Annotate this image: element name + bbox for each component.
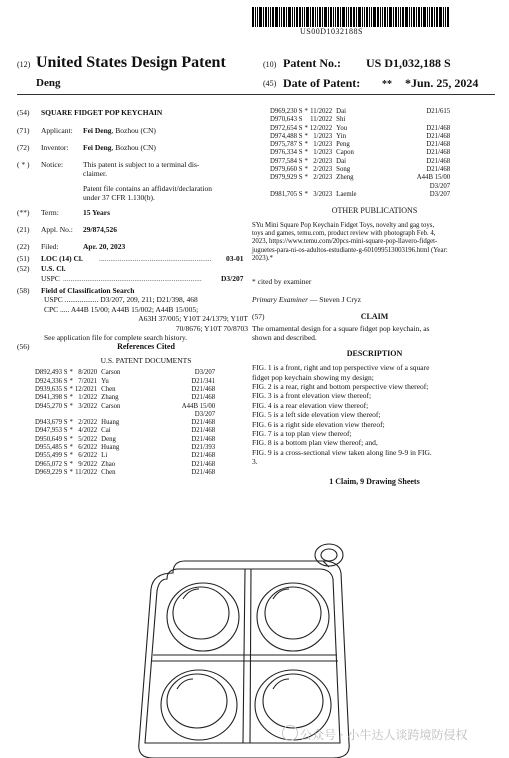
- ref-date: 12/2022: [309, 124, 333, 132]
- field-line-4: 70/8676; Y10T 70/8703: [175, 323, 248, 333]
- field-line-5: See application file for complete search history.: [44, 333, 188, 343]
- notice-line-3: Patent file contains an affidavit/declaration: [83, 183, 212, 193]
- references-title: References Cited: [117, 342, 175, 351]
- field-line-3: A63H 37/005; Y10T 24/1379; Y10T: [138, 314, 248, 324]
- ref-date: 2/2023: [313, 157, 333, 165]
- ref-number: D943,679 S: [35, 419, 68, 427]
- ref-date: 1/2023: [313, 132, 333, 140]
- inventor-surname: Deng: [36, 77, 61, 89]
- ref-date: 6/2022: [78, 444, 98, 452]
- ref-class: D21/468: [191, 435, 216, 443]
- code-54: (54): [17, 108, 30, 117]
- claim-line-2: shown and described.: [252, 333, 317, 343]
- ref-class: D21/468: [191, 386, 216, 393]
- ref-class: D21/468: [191, 427, 216, 435]
- ref-star: *: [304, 157, 308, 165]
- ref-date: 2/2022: [78, 419, 98, 427]
- ref-number: D981,705 S: [270, 190, 303, 198]
- applicant-label: Applicant:: [41, 126, 73, 135]
- ref-inventor: Chen: [101, 468, 116, 476]
- ref-inventor: Li: [101, 452, 108, 460]
- ref-number: D955,499 S: [35, 452, 68, 460]
- ref-class: D21/468: [426, 141, 451, 149]
- other-publication-line: SYu Mini Square Pop Keychain Fidget Toys, novelty and gag toys,: [252, 221, 435, 229]
- uspc-value: D3/207: [221, 274, 244, 283]
- ref-star: *: [69, 369, 73, 377]
- ref-class: D3/207: [429, 182, 451, 190]
- ref-date: 5/2022: [78, 435, 98, 443]
- ref-inventor: Yu: [101, 377, 109, 385]
- ref-class: D21/468: [426, 124, 451, 132]
- ref-date: [310, 183, 336, 191]
- header-rule: [17, 94, 495, 95]
- ref-number: D975,787 S: [270, 141, 303, 149]
- figure-description-line: FIG. 2 is a rear, right and bottom perspective view thereof;: [252, 382, 429, 391]
- ref-star: *: [69, 394, 73, 402]
- other-publications: [252, 222, 497, 263]
- barcode-number: US00D1032188S: [300, 27, 363, 36]
- references-table-right: [270, 108, 452, 199]
- ref-class: D3/207: [194, 410, 216, 418]
- code-71: (71): [17, 126, 30, 135]
- ref-inventor: Zheng: [336, 174, 354, 182]
- bubble-top-right: [257, 583, 329, 651]
- reference-row: [35, 419, 217, 427]
- field-line-2: CPC ..... A44B 15/00; A44B 15/002; A44B 15/005;: [44, 304, 199, 314]
- figure-description-line: FIG. 3 is a front elevation view thereof;: [252, 391, 372, 401]
- code-57: (57): [252, 311, 265, 321]
- appl-label: Appl. No.:: [41, 225, 73, 234]
- code-51: (51): [17, 254, 30, 263]
- code-58: (58): [17, 286, 30, 295]
- notice-line-1: This patent is subject to a terminal dis-: [83, 160, 200, 169]
- reference-row: [35, 427, 217, 435]
- code-12: (12): [17, 60, 31, 69]
- other-publication-line: 2023).*: [252, 254, 273, 262]
- reference-row: [270, 191, 452, 199]
- reference-row: [270, 133, 452, 141]
- ref-star: *: [304, 174, 308, 182]
- inventor-name: Fei Deng: [83, 143, 112, 152]
- ref-inventor: [101, 411, 173, 419]
- ref-date: 1/2022: [78, 394, 98, 402]
- notice-line-2: claimer.: [83, 169, 107, 179]
- term-value: 15 Years: [83, 208, 111, 217]
- ref-class: [408, 116, 452, 124]
- field-search-label: Field of Classification Search: [41, 286, 135, 295]
- right-column: [252, 108, 497, 486]
- filed-date: Apr. 20, 2023: [83, 242, 126, 251]
- ref-number: [270, 183, 304, 191]
- ref-inventor: Shi: [336, 116, 346, 124]
- ref-date: 3/2022: [78, 402, 98, 410]
- reference-row: [35, 386, 217, 394]
- other-publication-line: toys and games, temu.com, product review with photograph Feb. 4,: [252, 229, 436, 237]
- code-72: (72): [17, 143, 30, 152]
- ref-star: *: [69, 427, 73, 435]
- ref-date: [75, 411, 101, 419]
- term-label: Term:: [41, 208, 59, 217]
- ref-date: 7/2021: [78, 377, 98, 385]
- ref-number: D947,953 S: [35, 427, 68, 435]
- ref-date: 1/2023: [313, 149, 333, 157]
- code-21: (21): [17, 225, 30, 234]
- code-notice: ( * ): [17, 160, 30, 169]
- ref-number: D924,336 S: [35, 377, 68, 385]
- ref-date: 2/2023: [313, 174, 333, 182]
- patent-no-label: Patent No.:: [283, 56, 341, 70]
- ref-number: D950,649 S: [35, 435, 68, 443]
- ref-number: D976,334 S: [270, 149, 303, 157]
- ref-inventor: Huang: [101, 419, 120, 427]
- uspc-label: USPC: [41, 274, 60, 283]
- reference-row: [270, 141, 452, 149]
- ref-number: D941,398 S: [35, 394, 68, 402]
- left-column: (54) SQUARE FIDGET POP KEYCHAIN (71) Applicant: Fei Deng, Bozhou (CN) (72) Inventor: Fei Deng, Bozhou (CN) ( * ) Notice: This patent is subject to a terminal dis- claimer. Patent file contains an affidavit/declaration under 37 CFR 1.130(b). (**) Term: 15 Years (21) Appl. No.: 29/874,526 (22) Filed: Apr. 20, 2023 (51) LOC (14) Cl. ............................................................ 03-01 (52) U.S. Cl. USPC .......................................................................... D3/207 (58) Field of Classification Search USPC .................. D3/207, 209, 211; D21/398, 468 CPC ..... A44B 15/00; A44B 15/002; A44B 15/005; A63H 37/005; Y10T 24/1379; Y10T 70/8676; Y10T 70/8703 See application file for complete search history. (56) References Cited U.S. PATENT DOCUMENTS D892,493 S * 8/2020 Carson D3/207 D924,336 S * 7/2021 Yu D21/341 D939,635 S * 12/2021 Chen D21/468 D941,398 S * 1/2022 Zhang D21/468 D945,270 S * 3/2022 Carson A44B 15/00 D3/207 D943,679 S * 2/2022 Huang D21/468 D947,953 S * 4/2022 Cai D21/468 D950,649 S * 5/2022 Deng D21/468 D955,485 S * 6/2022 Huang D21/393 D955,499 S * 6/2022 Li D21/468 D965,072 S * 9/2022 Zhao D21/468 D969,229 S * 11/2022 Chen D21/468: [17, 108, 249, 477]
- ref-date: 9/2022: [78, 460, 98, 468]
- ref-class: D21/468: [426, 166, 451, 174]
- bubble-bottom-left: [161, 670, 237, 740]
- ref-star: *: [69, 419, 73, 427]
- ref-class: D21/468: [426, 157, 451, 165]
- ref-class: D3/207: [194, 369, 216, 377]
- ref-star: *: [69, 435, 73, 443]
- reference-row: [270, 108, 452, 116]
- code-52: (52): [17, 264, 30, 273]
- ref-star: *: [69, 377, 73, 385]
- ref-class: D21/341: [191, 377, 216, 385]
- ref-inventor: You: [336, 124, 348, 132]
- ref-star: *: [304, 141, 308, 149]
- keyring-inner: [321, 549, 337, 561]
- examiner-label: Primary Examiner: [252, 294, 309, 304]
- patent-number: US D1,032,188 S: [366, 56, 451, 70]
- ref-inventor: Dai: [336, 157, 346, 165]
- ref-class: A44B 15/00: [416, 174, 451, 182]
- ref-inventor: Laemle: [336, 190, 357, 198]
- ref-class: D21/393: [191, 444, 216, 452]
- ref-date: 2/2023: [313, 166, 333, 174]
- ref-number: D892,493 S: [35, 369, 68, 377]
- reference-row: [270, 183, 452, 191]
- ref-number: D945,270 S: [35, 402, 68, 410]
- figure-description-line: 3.: [252, 457, 258, 467]
- reference-row: [35, 378, 217, 386]
- ref-class: D21/468: [191, 419, 216, 427]
- loc-label: LOC (14) Cl.: [41, 254, 83, 263]
- description-title: DESCRIPTION: [346, 348, 403, 358]
- ref-class: D21/468: [191, 394, 216, 402]
- ref-inventor: Chen: [101, 386, 116, 393]
- reference-row: [35, 452, 217, 460]
- inventor-label: Inventor:: [41, 143, 69, 152]
- ref-star: *: [69, 460, 73, 468]
- ref-number: D969,230 S: [270, 108, 303, 115]
- figure-description-line: fidget pop keychain showing my design;: [252, 372, 374, 382]
- ref-star: *: [304, 190, 308, 198]
- reference-row: [35, 411, 217, 419]
- code-56: (56): [17, 342, 30, 351]
- field-line-1: USPC .................. D3/207, 209, 211; D21/398, 468: [44, 295, 198, 305]
- ref-inventor: Capon: [336, 149, 354, 157]
- ref-number: D939,635 S: [35, 386, 68, 393]
- patent-type-title: United States Design Patent: [36, 54, 226, 71]
- ref-star: *: [304, 132, 308, 140]
- ref-star: *: [304, 108, 308, 115]
- reference-row: [270, 125, 452, 133]
- claim-line-1: The ornamental design for a square fidget pop keychain, as: [252, 323, 430, 333]
- figure-description-line: FIG. 6 is a right side elevation view thereof;: [252, 419, 385, 429]
- ref-star: *: [304, 149, 308, 157]
- ref-inventor: Carson: [101, 402, 121, 410]
- watermark-text: 公众号 · 小牛达人谈跨境防侵权: [300, 728, 468, 742]
- watermark-icon: [282, 725, 298, 741]
- ref-number: D955,485 S: [35, 444, 68, 452]
- other-publication-line: 2023, https://www.temu.com/20pcs-mini-square-pop-llavero-fidget-: [252, 238, 438, 246]
- reference-row: [270, 158, 452, 166]
- reference-row: [35, 444, 217, 452]
- description-lines: [252, 363, 497, 466]
- ref-inventor: Huang: [101, 444, 120, 452]
- ref-date: 11/2022: [310, 108, 333, 115]
- keychain-drawing: [133, 533, 393, 758]
- ref-class: D21/468: [426, 149, 451, 157]
- ref-number: D969,229 S: [35, 468, 68, 476]
- code-10: (10): [263, 60, 277, 69]
- ref-inventor: Carson: [101, 369, 121, 377]
- notice-line-4: under 37 CFR 1.130(b).: [83, 193, 155, 203]
- figure-description-line: FIG. 5 is a left side elevation view thereof;: [252, 410, 381, 420]
- ref-inventor: Song: [336, 166, 351, 174]
- ref-inventor: Deng: [101, 435, 116, 443]
- ref-date: 12/2021: [74, 386, 98, 393]
- ref-date: 8/2020: [78, 369, 98, 377]
- ref-star: *: [304, 166, 308, 174]
- loc-value: 03-01: [226, 254, 244, 263]
- ref-number: D977,584 S: [270, 157, 303, 165]
- date-marks: **: [382, 79, 392, 90]
- ref-star: *: [69, 452, 73, 460]
- uscl-label: U.S. Cl.: [41, 264, 66, 273]
- figure-description-line: FIG. 9 is a cross-sectional view taken along line 9-9 in FIG.: [252, 447, 432, 457]
- ref-inventor: Peng: [336, 141, 350, 149]
- code-term: (**): [17, 208, 30, 217]
- ref-star: *: [69, 444, 73, 452]
- figure-description-line: FIG. 1 is a front, right and top perspective view of a square: [252, 363, 430, 373]
- references-table-left: [35, 369, 217, 477]
- reference-row: [270, 174, 452, 182]
- ref-number: D970,643 S: [270, 116, 303, 124]
- ref-star: *: [304, 124, 308, 132]
- patent-date: *Jun. 25, 2024: [405, 76, 479, 90]
- ref-class: A44B 15/00: [181, 402, 216, 410]
- other-publication-line: juguetes-para-ni-os-adultos-estudiante-g-601099513003196.html (Year:: [252, 246, 448, 254]
- ref-inventor: Yin: [336, 132, 346, 140]
- reference-row: [35, 394, 217, 402]
- reference-row: [35, 436, 217, 444]
- ref-number: D972,654 S: [270, 124, 303, 132]
- reference-row: [35, 461, 217, 469]
- figure-description-line: FIG. 8 is a bottom plan view thereof; and,: [252, 438, 378, 448]
- applicant-location: , Bozhou (CN): [111, 126, 156, 135]
- code-22: (22): [17, 242, 30, 251]
- ref-class: D21/468: [191, 468, 216, 476]
- ref-date: 3/2023: [313, 190, 333, 198]
- ref-date: 6/2022: [78, 452, 98, 460]
- keyring-outer: [315, 544, 343, 566]
- ref-inventor: Dai: [336, 108, 346, 115]
- ref-class: D21/468: [426, 132, 451, 140]
- ref-star: *: [69, 402, 73, 410]
- appl-number: 29/874,526: [83, 225, 117, 234]
- ref-number: D974,488 S: [270, 132, 303, 140]
- code-45: (45): [263, 79, 277, 88]
- reference-row: [270, 166, 452, 174]
- ref-date: 4/2022: [78, 427, 98, 435]
- barcode: [252, 7, 472, 27]
- ref-number: D965,072 S: [35, 460, 68, 468]
- reference-row: [35, 403, 217, 411]
- applicant-name: Fei Deng: [83, 126, 112, 135]
- claim-title: CLAIM: [360, 311, 389, 321]
- ref-class: D3/207: [429, 190, 451, 198]
- cited-by-examiner: * cited by examiner: [252, 277, 312, 287]
- ref-number: [35, 411, 69, 419]
- figure-description-line: FIG. 7 is a top plan view thereof;: [252, 429, 352, 439]
- inventor-location: , Bozhou (CN): [111, 143, 156, 152]
- reference-row: [270, 116, 452, 124]
- ref-date: 11/2022: [310, 116, 333, 124]
- claims-sheets-count: 1 Claim, 9 Drawing Sheets: [329, 476, 420, 486]
- reference-row: [35, 369, 217, 377]
- notice-label: Notice:: [41, 160, 64, 169]
- ref-number: D979,660 S: [270, 166, 303, 174]
- ref-date: 1/2023: [313, 141, 333, 149]
- filed-label: Filed:: [41, 242, 59, 251]
- ref-class: D21/468: [191, 452, 216, 460]
- ref-number: D979,929 S: [270, 174, 303, 182]
- ref-inventor: Cai: [101, 427, 111, 435]
- design-title: SQUARE FIDGET POP KEYCHAIN: [41, 108, 163, 117]
- ref-class: D21/468: [191, 460, 216, 468]
- examiner-name: — Steven J Cryz: [308, 294, 361, 304]
- date-label: Date of Patent:: [283, 76, 361, 90]
- reference-row: [270, 149, 452, 157]
- other-publications-title: OTHER PUBLICATIONS: [331, 206, 418, 216]
- reference-row: [35, 469, 217, 477]
- ref-date: 11/2022: [75, 468, 98, 476]
- figure-description-line: FIG. 4 is a rear elevation view thereof;: [252, 400, 369, 410]
- ref-class: D21/615: [426, 108, 451, 115]
- ref-star: *: [69, 468, 73, 476]
- ref-star: *: [69, 386, 73, 393]
- body-inner-rim: [145, 569, 340, 743]
- us-patent-docs-title: U.S. PATENT DOCUMENTS: [100, 356, 192, 365]
- ref-inventor: Zhang: [101, 394, 119, 402]
- ref-inventor: [336, 183, 408, 191]
- ref-inventor: Zhao: [101, 460, 116, 468]
